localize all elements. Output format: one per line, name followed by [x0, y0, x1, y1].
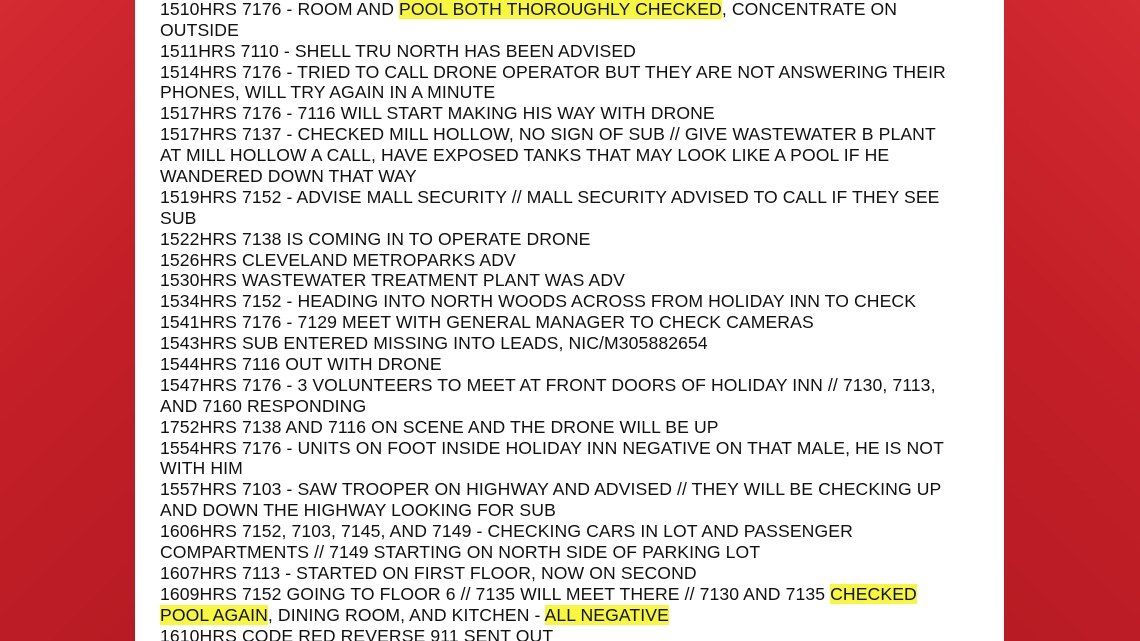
log-text: COMPARTMENTS // 7149 STARTING ON NORTH SIDE OF PARKING LOT — [160, 542, 761, 563]
document-page — [135, 0, 1004, 641]
log-line — [160, 521, 990, 542]
log-line — [160, 187, 990, 208]
log-text: 1522HRS 7138 IS COMING IN TO OPERATE DRONE — [160, 228, 591, 249]
highlighted-text: POOL BOTH THOROUGHLY CHECKED — [399, 0, 722, 19]
background-right — [1004, 0, 1140, 641]
log-line — [160, 291, 990, 312]
highlighted-text: POOL AGAIN — [160, 604, 268, 625]
log-line — [160, 479, 990, 500]
log-text: 1609HRS 7152 GOING TO FLOOR 6 // 7135 WILL MEET THERE // 7130 AND 7135 — [160, 583, 831, 604]
highlighted-text: ALL NEGATIVE — [544, 604, 669, 625]
log-text: PHONES, WILL TRY AGAIN IN A MINUTE — [160, 82, 496, 103]
log-line — [160, 208, 990, 229]
log-text: 1541HRS 7176 - 7129 MEET WITH GENERAL MANAGER TO CHECK CAMERAS — [160, 312, 814, 333]
log-line — [160, 458, 990, 479]
log-text: 1547HRS 7176 - 3 VOLUNTEERS TO MEET AT FRONT DOORS OF HOLIDAY INN // 7130, 7113, — [160, 374, 936, 395]
log-line — [160, 145, 990, 166]
log-text: AND DOWN THE HIGHWAY LOOKING FOR SUB — [160, 500, 556, 521]
log-text: , DINING ROOM, AND KITCHEN - — [267, 604, 545, 625]
log-line — [160, 270, 990, 291]
log-line — [160, 229, 990, 250]
log-line — [160, 354, 990, 375]
log-line — [160, 417, 990, 438]
log-text: WANDERED DOWN THAT WAY — [160, 166, 417, 187]
highlighted-text: CHECKED — [830, 583, 917, 604]
log-text: 1606HRS 7152, 7103, 7145, AND 7149 - CHECKING CARS IN LOT AND PASSENGER — [160, 521, 853, 542]
log-text: AT MILL HOLLOW A CALL, HAVE EXPOSED TANKS THAT MAY LOOK LIKE A POOL IF HE — [160, 145, 890, 166]
log-text: WITH HIM — [160, 458, 243, 479]
log-line — [160, 563, 990, 584]
log-line — [160, 250, 990, 271]
log-text: , CONCENTRATE ON — [721, 0, 898, 19]
log-text: 1543HRS SUB ENTERED MISSING INTO LEADS, NIC/M305882654 — [160, 333, 708, 354]
log-line — [160, 542, 990, 563]
log-text: 1517HRS 7137 - CHECKED MILL HOLLOW, NO SIGN OF SUB // GIVE WASTEWATER B PLANT — [160, 124, 936, 145]
log-line — [160, 41, 990, 62]
log-text: 1514HRS 7176 - TRIED TO CALL DRONE OPERATOR BUT THEY ARE NOT ANSWERING THEIR — [160, 61, 946, 82]
log-text: 1534HRS 7152 - HEADING INTO NORTH WOODS ACROSS FROM HOLIDAY INN TO CHECK — [160, 291, 917, 312]
log-line — [160, 396, 990, 417]
log-line — [160, 62, 990, 83]
log-text: 1607HRS 7113 - STARTED ON FIRST FLOOR, NOW ON SECOND — [160, 562, 697, 583]
log-line — [160, 333, 990, 354]
log-text: 1544HRS 7116 OUT WITH DRONE — [160, 354, 442, 375]
log-text: 1557HRS 7103 - SAW TROOPER ON HIGHWAY AND ADVISED // THEY WILL BE CHECKING UP — [160, 479, 942, 500]
log-text: 1519HRS 7152 - ADVISE MALL SECURITY // MALL SECURITY ADVISED TO CALL IF THEY SEE — [160, 186, 940, 207]
log-line — [160, 124, 990, 145]
log-text: 1554HRS 7176 - UNITS ON FOOT INSIDE HOLIDAY INN NEGATIVE ON THAT MALE, HE IS NOT — [160, 437, 944, 458]
log-text: 1610HRS CODE RED REVERSE 911 SENT OUT — [160, 625, 554, 641]
log-text: OUTSIDE — [160, 19, 239, 40]
log-line — [160, 166, 990, 187]
log-text: 1517HRS 7176 - 7116 WILL START MAKING HIS WAY WITH DRONE — [160, 103, 715, 124]
log-line — [160, 0, 990, 20]
log-line — [160, 605, 990, 626]
background-left — [0, 0, 135, 641]
log-line — [160, 20, 990, 41]
log-line — [160, 375, 990, 396]
log-text: 1752HRS 7138 AND 7116 ON SCENE AND THE DRONE WILL BE UP — [160, 416, 719, 437]
log-text: 1526HRS CLEVELAND METROPARKS ADV — [160, 249, 516, 270]
log-text: SUB — [160, 207, 197, 228]
log-line — [160, 103, 990, 124]
log-line — [160, 312, 990, 333]
log-text: 1530HRS WASTEWATER TREATMENT PLANT WAS ADV — [160, 270, 625, 291]
log-line — [160, 584, 990, 605]
log-text: AND 7160 RESPONDING — [160, 395, 367, 416]
log-text: 1511HRS 7110 - SHELL TRU NORTH HAS BEEN ADVISED — [160, 40, 636, 61]
log-text: 1510HRS 7176 - ROOM AND — [160, 0, 400, 19]
log-line — [160, 500, 990, 521]
incident-log — [160, 0, 990, 641]
log-line — [160, 438, 990, 459]
log-line — [160, 626, 990, 641]
log-line — [160, 82, 990, 103]
